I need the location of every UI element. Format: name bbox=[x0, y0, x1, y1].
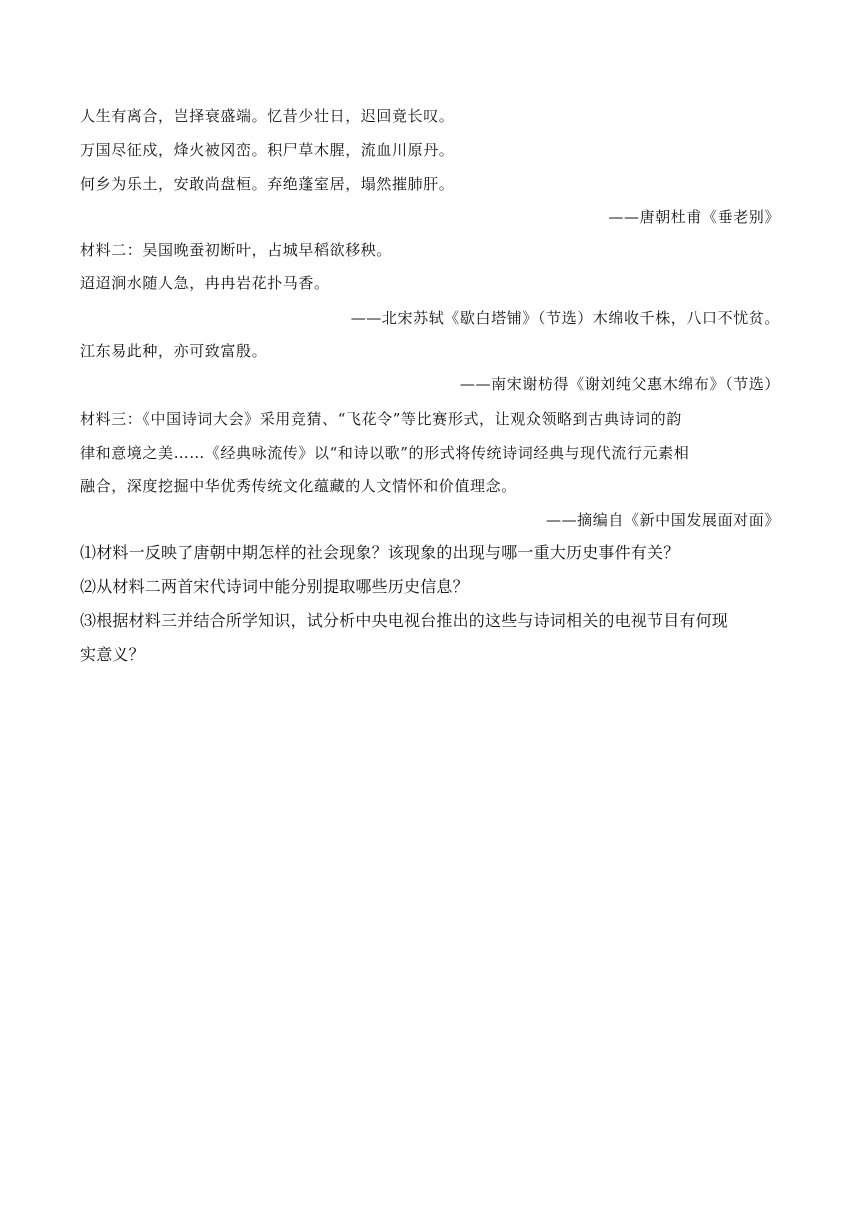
source-citation: ——北宋苏轼《歇白塔铺》（节选）木绵收千株，八口不忧贫。 bbox=[350, 309, 780, 327]
poem-line: 万国尽征戍，烽火被冈峦。积尸草木腥，流血川原丹。 bbox=[80, 141, 455, 159]
material-two-line: 迢迢涧水随人急，冉冉岩花扑马香。 bbox=[80, 274, 330, 292]
material-three-line: 融合，深度挖掘中华优秀传统文化蕴藏的人文情怀和价值理念。 bbox=[80, 477, 517, 495]
material-two-line: 江东易此种，亦可致富殷。 bbox=[80, 342, 268, 360]
source-citation: ——唐朝杜甫《垂老别》 bbox=[608, 208, 780, 226]
question-2: ⑵从材料二两首宋代诗词中能分别提取哪些历史信息？ bbox=[80, 577, 469, 596]
question-3-continued: 实意义？ bbox=[80, 645, 145, 664]
material-three-line: 律和意境之美……《经典咏流传》以“和诗以歌”的形式将传统诗词经典与现代流行元素相 bbox=[80, 444, 690, 462]
question-1: ⑴材料一反映了唐朝中期怎样的社会现象？该现象的出现与哪一重大历史事件有关？ bbox=[80, 543, 680, 562]
source-citation: ——摘编自《新中国发展面对面》 bbox=[545, 511, 780, 529]
material-two-line: 材料二：吴国晚蚕初断叶，占城早稻欲移秧。 bbox=[80, 241, 393, 259]
material-three-line: 材料三：《中国诗词大会》采用竞猜、“飞花令”等比赛形式，让观众领略到古典诗词的韵 bbox=[80, 410, 682, 428]
source-citation: ——南宋谢枋得《谢刘纯父惠木绵布》（节选） bbox=[459, 375, 780, 393]
poem-line: 何乡为乐土，安敢尚盘桓。弃绝蓬室居，塌然摧肺肝。 bbox=[80, 175, 455, 193]
poem-line: 人生有离合，岂择衰盛端。忆昔少壮日，迟回竟长叹。 bbox=[80, 107, 455, 125]
question-3: ⑶根据材料三并结合所学知识，试分析中央电视台推出的这些与诗词相关的电视节目有何现 bbox=[80, 611, 729, 630]
